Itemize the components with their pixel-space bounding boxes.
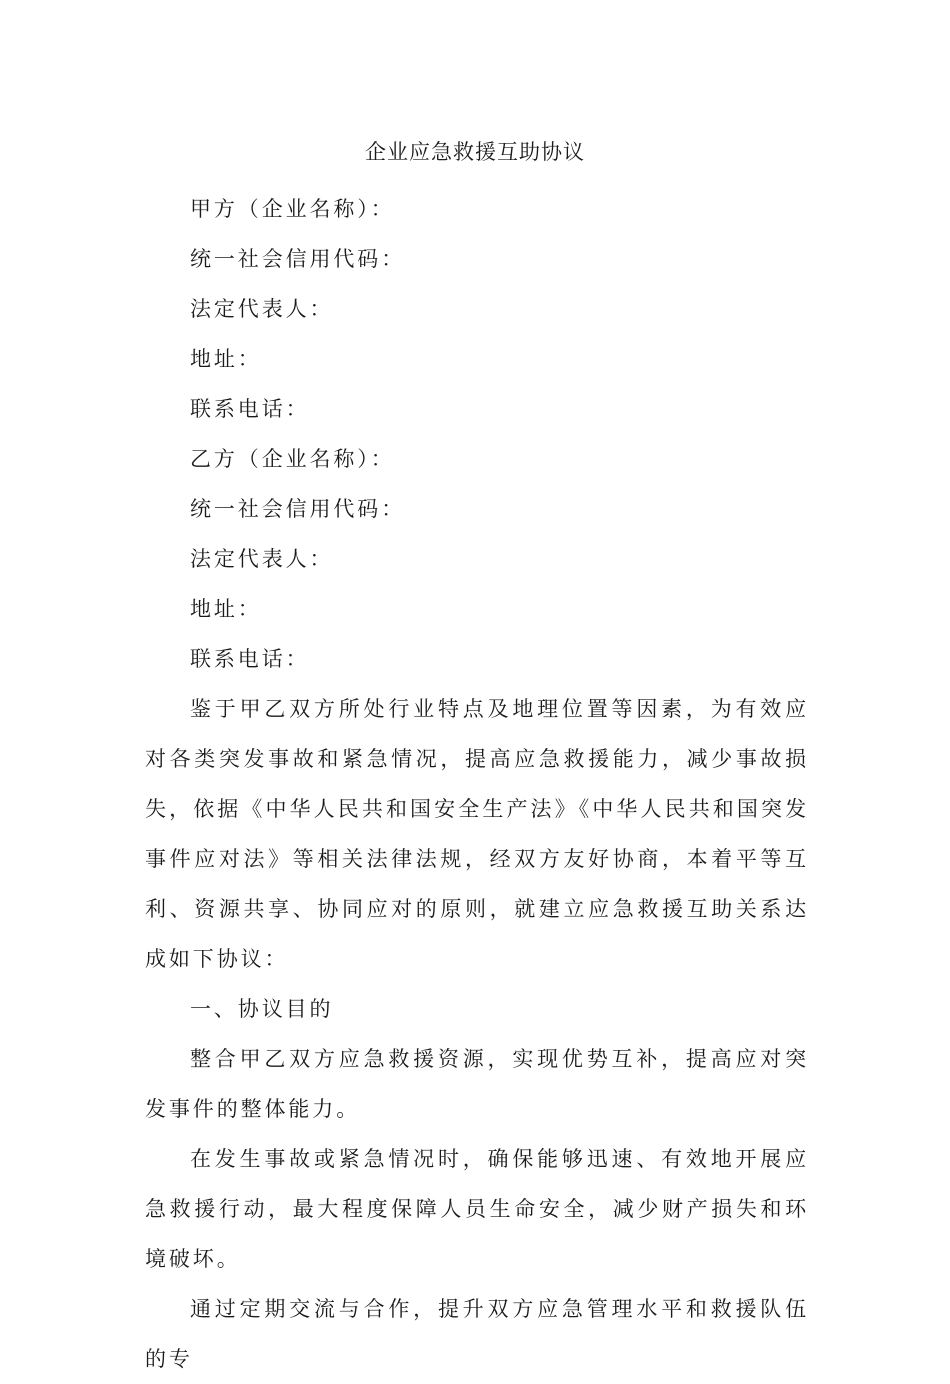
party-b-phone-label: 联系电话：: [190, 647, 310, 671]
party-a-name-label: 甲方（企业名称）：: [190, 197, 395, 221]
party-a-address-label: 地址：: [190, 347, 262, 371]
preamble-paragraph: 鉴于甲乙双方所处行业特点及地理位置等因素，为有效应对各类突发事故和紧急情况，提高应急救援能力，减少事故损失，依据《中华人民共和国安全生产法》《中华人民共和国突发事件应对法》等相关法律法规，经双方友好协商，本着平等互利、资源共享、协同应对的原则，就建立应急救援互助关系达成如下协议：: [145, 697, 809, 971]
party-b-address-label: 地址：: [190, 597, 262, 621]
party-b-legal-rep-label: 法定代表人：: [190, 547, 334, 571]
section-1-heading: 一、协议目的: [190, 997, 334, 1021]
party-a-phone-label: 联系电话：: [190, 397, 310, 421]
party-a-block: [145, 184, 809, 434]
party-b-block: [145, 434, 809, 684]
section-1-paragraph-2: 在发生事故或紧急情况时，确保能够迅速、有效地开展应急救援行动，最大程度保障人员生命安全，减少财产损失和环境破坏。: [145, 1147, 809, 1271]
document-body: [145, 184, 809, 1384]
section-1-paragraph-1: 整合甲乙双方应急救援资源，实现优势互补，提高应对突发事件的整体能力。: [145, 1047, 809, 1121]
party-a-legal-rep-label: 法定代表人：: [190, 297, 334, 321]
section-1-paragraph-3: 通过定期交流与合作，提升双方应急管理水平和救援队伍的专: [145, 1297, 809, 1371]
party-b-name-label: 乙方（企业名称）：: [190, 447, 395, 471]
party-a-credit-code-label: 统一社会信用代码：: [190, 247, 406, 271]
party-b-credit-code-label: 统一社会信用代码：: [190, 497, 406, 521]
document-title: 企业应急救援互助协议: [365, 140, 585, 164]
